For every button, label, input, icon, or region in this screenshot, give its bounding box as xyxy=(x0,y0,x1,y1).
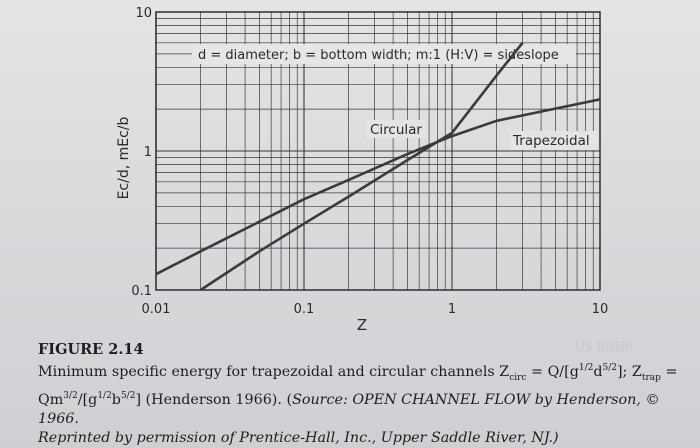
y-tick-label: 0.1 xyxy=(131,284,152,299)
faded-watermark: US BRNR xyxy=(575,340,634,355)
caption-line3: Reprinted by permission of Prentice-Hall, Inc., Upper Saddle River, NJ.) xyxy=(38,430,559,447)
series-line-circular xyxy=(201,43,523,290)
y-tick-label: 10 xyxy=(135,6,152,21)
legend-text: d = diameter; b = bottom width; m:1 (H:V) = sideslope xyxy=(198,48,559,63)
x-tick-label: 1 xyxy=(447,302,457,317)
caption-line2: $Qm^{3/2}/[g^{1/2}b^{5/2}]$ (Henderson 1966). (Source: OPEN CHANNEL FLOW by Henderson, © 1966. xyxy=(38,391,660,428)
figure-caption xyxy=(38,340,693,448)
caption-line1: Minimum specific energy for trapezoidal and circular channels $Z_{circ} = Q/[g^{1/2}d^{5/2}]$; $Z_{trap}$ = xyxy=(38,363,678,383)
x-tick-label: 0.01 xyxy=(141,302,171,317)
series-label-circular: Circular xyxy=(370,122,422,138)
y-tick-label: 1 xyxy=(143,145,152,160)
series-lines xyxy=(156,43,600,290)
y-axis-label: Ec/d, mEc/b xyxy=(116,116,132,200)
x-axis-label: Z xyxy=(356,316,368,334)
x-tick-label: 0.1 xyxy=(293,302,315,317)
series-label-trapezoidal: Trapezoidal xyxy=(513,133,590,149)
figure-label: FIGURE 2.14 xyxy=(38,341,144,358)
x-tick-label: 10 xyxy=(591,302,609,317)
